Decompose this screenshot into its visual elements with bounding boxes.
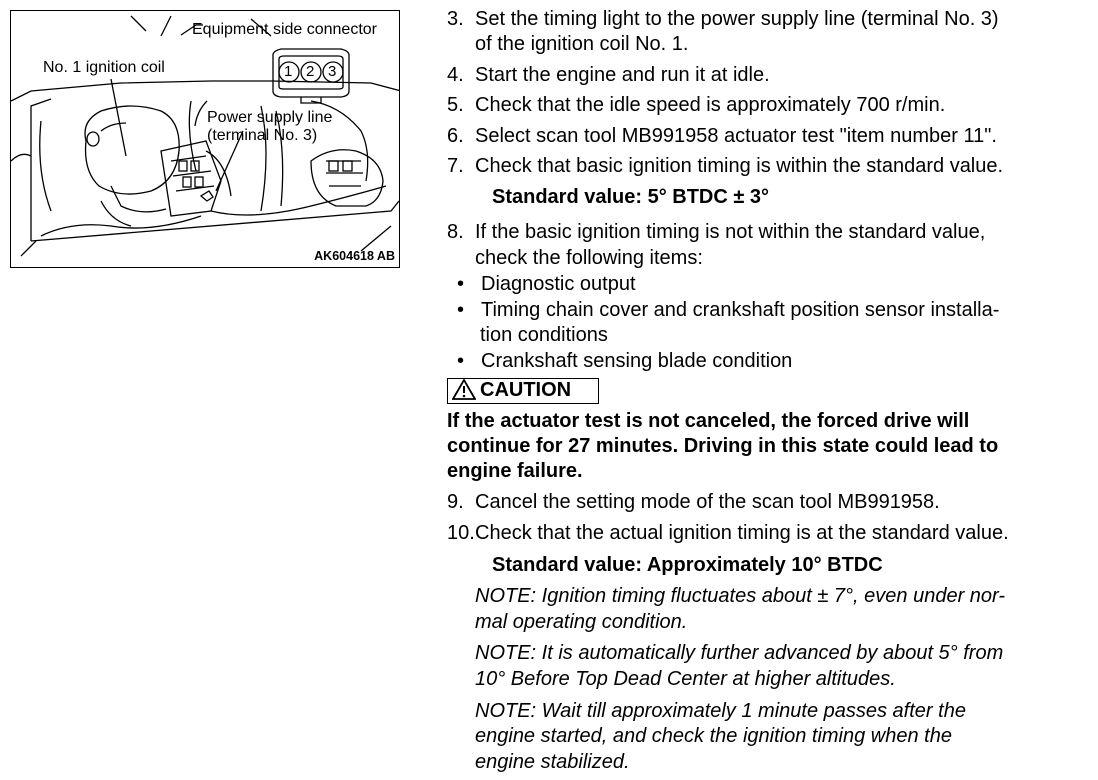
step-number: 4. [447,64,464,86]
bullet-icon: • [457,299,465,321]
step-number: 10. [447,522,475,544]
bullet-item [457,297,999,323]
step-3 [447,6,999,32]
bullet-icon: • [457,273,465,295]
engine-illustration [11,11,400,268]
step-8-continued: check the following items: [475,247,703,269]
step-number: 5. [447,94,464,116]
coil-label: No. 1 ignition coil [43,59,165,76]
caution-label: CAUTION [480,379,572,401]
step-text: Check that the actual ignition timing is at the standard value. [475,522,1009,544]
step-8 [447,219,985,245]
step-text: Start the engine and run it at idle. [475,64,770,86]
bullet-text: Timing chain cover and crankshaft position sensor installa- [481,299,1000,321]
step-3-continued: of the ignition coil No. 1. [475,33,689,55]
step-text: Cancel the setting mode of the scan tool MB991958. [475,491,940,513]
step-text: Select scan tool MB991958 actuator test "item number 11". [475,125,997,147]
note-3-line: NOTE: Wait till approximately 1 minute passes after the [475,700,966,722]
warning-icon [452,379,480,404]
bullet-item [457,348,792,374]
step-text: Check that the idle speed is approximately 700 r/min. [475,94,946,116]
bullet-icon: • [457,350,465,372]
note-3-line: engine started, and check the ignition timing when the [475,725,952,747]
standard-value-10: Standard value: Approximately 10° BTDC [492,554,883,576]
bullet-text: Diagnostic output [481,273,636,295]
note-3-line: engine stabilized. [475,751,630,773]
step-7 [447,153,1003,179]
pin-1-label: 1 [284,63,293,80]
step-10 [447,520,1009,546]
step-4 [447,62,770,88]
caution-text-line: If the actuator test is not canceled, the forced drive will [447,410,970,432]
step-text: Check that basic ignition timing is within the standard value. [475,155,1004,177]
step-number: 7. [447,155,464,177]
step-number: 8. [447,221,464,243]
note-1-line: NOTE: Ignition timing fluctuates about ± 7°, even under nor- [475,585,1005,607]
note-2-line: 10° Before Top Dead Center at higher altitudes. [475,668,896,690]
pin-2-label: 2 [306,63,315,80]
caution-box [447,378,599,404]
step-6 [447,123,997,149]
bullet-item [457,271,636,297]
step-5 [447,92,945,118]
step-number: 3. [447,8,464,30]
caution-text-line: continue for 27 minutes. Driving in this state could lead to [447,435,999,457]
step-text: Set the timing light to the power supply line (terminal No. 3) [475,8,999,30]
bullet-continued: tion conditions [480,324,608,346]
ignition-coil-figure [10,10,400,268]
caution-text-line: engine failure. [447,460,583,482]
step-number: 9. [447,491,464,513]
step-number: 6. [447,125,464,147]
standard-value-7: Standard value: 5° BTDC ± 3° [492,186,770,208]
connector-label: Equipment side connector [192,21,377,38]
step-9 [447,489,940,515]
power-line-terminal-label: (terminal No. 3) [207,127,318,144]
figure-code: AK604618 AB [314,249,395,263]
pin-3-label: 3 [328,63,337,80]
note-2-line: NOTE: It is automatically further advanced by about 5° from [475,642,1004,664]
step-text: If the basic ignition timing is not within the standard value, [475,221,986,243]
power-line-label: Power supply line [207,109,333,126]
note-1-line: mal operating condition. [475,611,688,633]
bullet-text: Crankshaft sensing blade condition [481,350,793,372]
